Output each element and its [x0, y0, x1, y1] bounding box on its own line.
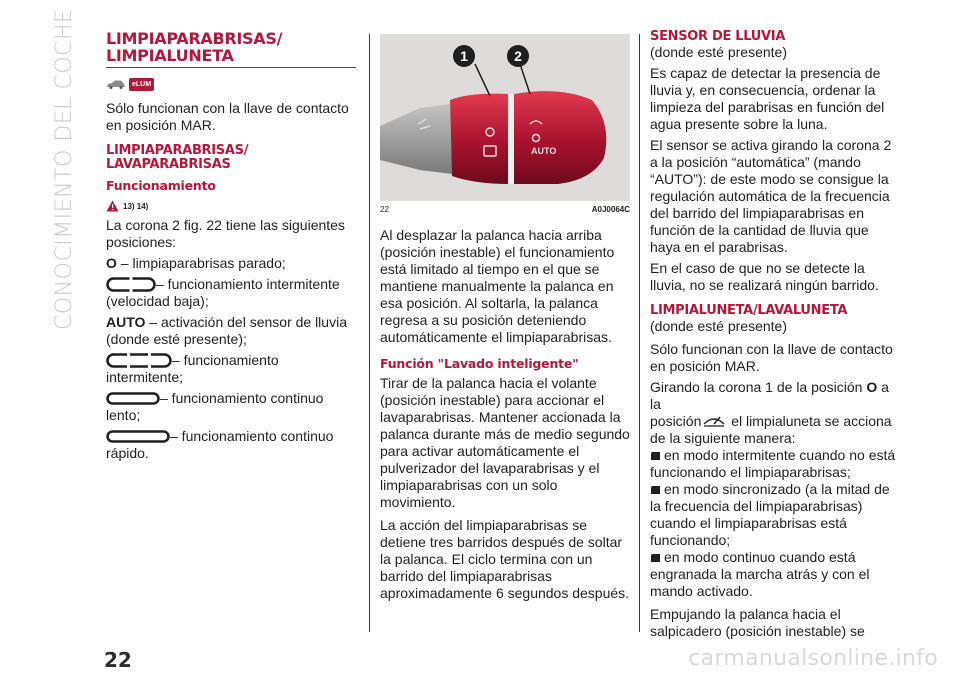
list-item-cont: lento;: [106, 407, 141, 423]
list-item: – funcionamiento continuo: [106, 428, 356, 445]
warning-triangle-icon: [106, 200, 119, 212]
paragraph: El sensor se activa girando la corona 2 a la posición “automática” (mando “AUTO”): de este modo se consigue la regulación automática de la frecuencia del barrido del limpiaparabrisas en función de la cantidad de lluvia que haya en el parabrisas.: [650, 137, 892, 255]
list-item: O – limpiaparabrisas parado;: [106, 255, 286, 271]
bullet-icon: [650, 553, 661, 563]
column-1: [106, 30, 356, 462]
column-divider-2: [639, 34, 640, 632]
intermittent-slow-symbol-icon: [106, 277, 156, 292]
subsubsection-title: Funcionamiento: [106, 178, 216, 193]
intermittent-symbol-icon: [106, 353, 172, 368]
bullet-icon: [650, 451, 661, 461]
list-item-cont: intermitente;: [106, 369, 184, 385]
warning-references: [106, 199, 356, 213]
paragraph: Empujando la palanca hacia el salpicadero (posición inestable) se: [650, 606, 865, 639]
rain-sensor-subtitle: (donde esté presente): [650, 44, 787, 60]
subsubsection-title: Función "Lavado inteligente": [380, 356, 579, 371]
title-rule: [106, 67, 356, 68]
column-2: [380, 30, 630, 602]
paragraph: Sólo funcionan con la llave de contacto en posición MAR.: [106, 100, 349, 133]
list-item: AUTO – activación del sensor de lluvia: [106, 314, 347, 330]
side-section-title: CONOCIMIENTO DEL COCHE: [52, 8, 77, 330]
continuous-fast-symbol-icon: [106, 430, 170, 443]
figure-code: A0J0064C: [591, 205, 630, 214]
list-item: – funcionamiento continuo: [106, 390, 356, 407]
bullet-item: en modo sincronizado (a la mitad de la frecuencia del limpiaparabrisas) cuando el limpiaparabrisas está funcionando;: [650, 481, 890, 548]
watermark: carmanualsonline.info: [688, 646, 938, 671]
car-icon: [106, 79, 126, 89]
list-item-cont: (donde esté presente);: [106, 331, 247, 347]
elum-badge: eLUM: [129, 78, 154, 91]
rear-wiper-icon: [701, 414, 727, 427]
paragraph: La corona 2 fig. 22 tiene las siguientes posiciones:: [106, 217, 345, 250]
bullet-icon: [650, 485, 661, 495]
bullet-item: en modo continuo cuando está engranada la marcha atrás y con el mando activado.: [650, 549, 870, 599]
figure-number: 22: [380, 205, 389, 214]
list-item: – funcionamiento: [106, 352, 356, 369]
column-divider-1: [369, 34, 370, 632]
bullet-item: en modo intermitente cuando no está funcionando el limpiaparabrisas;: [650, 447, 896, 480]
list-item: – funcionamiento intermitente: [106, 276, 356, 293]
callout-1: 1: [460, 48, 468, 64]
paragraph: La acción del limpiaparabrisas se detiene tres barridos después de soltar la palanca. El ciclo termina con un barrido del limpiaparabrisas aproximadamente 6 segundos después.: [380, 517, 630, 601]
list-item-cont: rápido.: [106, 445, 149, 461]
paragraph: Sólo funcionan con la llave de contacto en posición MAR.: [650, 341, 893, 374]
wiper-stalk-figure: [380, 34, 630, 201]
continuous-slow-symbol-icon: [106, 392, 160, 405]
section-title: LIMPIAPARABRISAS/ LIMPIALUNETA: [106, 29, 283, 65]
stalk-illustration: [380, 34, 630, 201]
page-number: 22: [104, 648, 132, 672]
note-refs: 13) 14): [123, 201, 149, 211]
list-item-cont: (velocidad baja);: [106, 293, 209, 309]
column-3: [650, 30, 902, 640]
availability-badge: [106, 76, 356, 92]
paragraph: En el caso de que no se detecte la lluvia, no se realizará ningún barrido.: [650, 260, 879, 293]
subsection-title: LIMPIAPARABRISAS/ LAVAPARABRISAS: [106, 143, 249, 172]
paragraph: Girando la corona 1 de la posición O a la posición el limpialuneta se acciona de la siguiente manera:: [650, 379, 892, 446]
callout-2: 2: [514, 48, 522, 64]
rear-wiper-title: LIMPIALUNETA/LAVALUNETA: [650, 303, 848, 318]
rain-sensor-title: SENSOR DE LLUVIA: [650, 29, 786, 44]
paragraph: Al desplazar la palanca hacia arriba (posición inestable) el funcionamiento está limitado al tiempo en el que se mantiene manualmente la palanca en esa posición. Al soltarla, la palanca regresa a su posición deteniendo automáticamente el limpiaparabrisas.: [380, 227, 615, 345]
figure-caption: [380, 205, 630, 217]
rear-wiper-subtitle: (donde esté presente): [650, 318, 787, 334]
paragraph: Tirar de la palanca hacia el volante (posición inestable) para accionar el lavaparabrisas. Mantener accionada la palanca durante más de medio segundo para activar automáticamente el pulverizador del lavaparabrisas y el limpiaparabrisas con un solo movimiento.: [380, 375, 630, 510]
stalk-auto-label: AUTO: [531, 146, 557, 156]
paragraph: Es capaz de detectar la presencia de lluvia y, en consecuencia, ordenar la limpieza del parabrisas en función del agua presente sobre la luna.: [650, 65, 885, 132]
